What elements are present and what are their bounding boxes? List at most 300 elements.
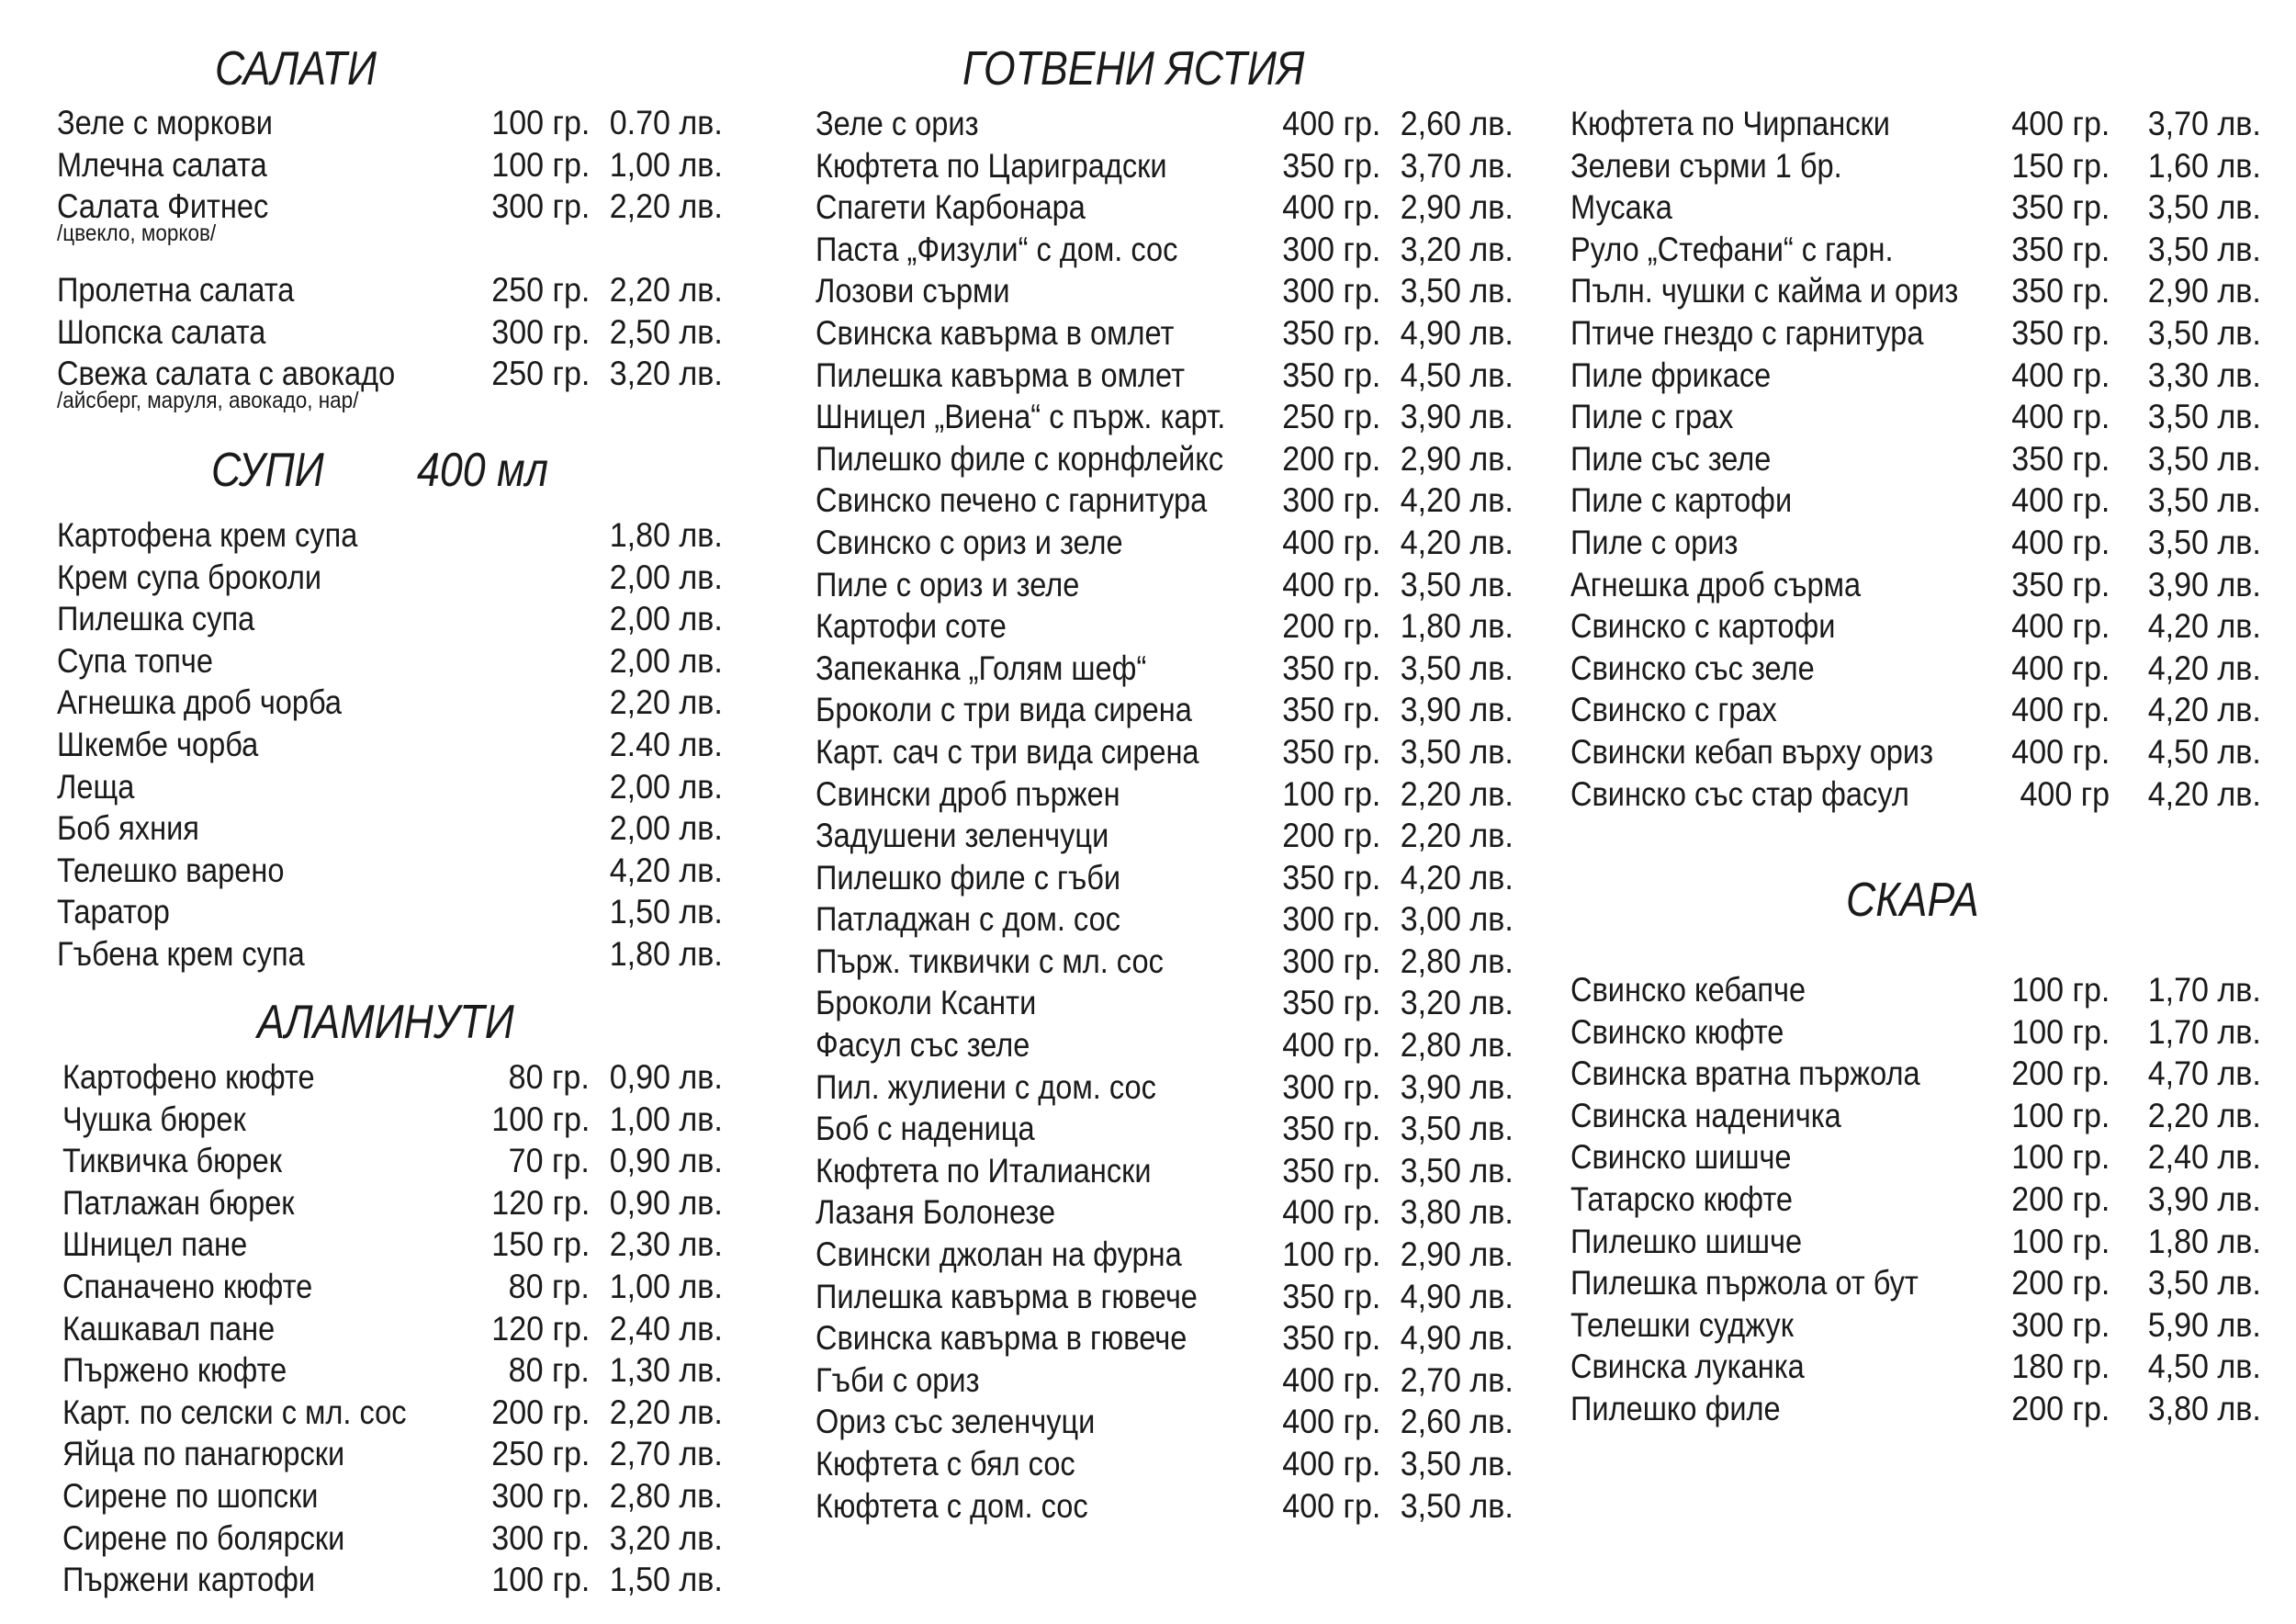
menu-item [62,1392,723,1434]
item-weight: 350 гр. [1281,858,1380,897]
item-weight: 100 гр. [490,1100,590,1138]
item-weight: 350 гр. [1281,984,1380,1022]
item-name: Картофи соте [816,607,1007,646]
item-price: 3,20 лв. [1400,984,1514,1022]
item-name: Агнешка дроб сърма [1570,565,1862,603]
menu-item [816,103,1514,145]
menu-item [1570,1179,2261,1221]
item-weight: 250 гр. [490,355,590,393]
item-name: Свински кебап върху ориз [1570,732,1934,771]
item-price: 2,60 лв. [1400,1403,1514,1441]
item-name: Кюфтета по Цариградски [816,146,1167,185]
item-price: 2,90 лв. [1400,188,1514,227]
item-weight: 400 гр. [1281,1026,1380,1065]
item-weight: 350 гр. [1281,313,1380,352]
menu-item [62,1475,723,1517]
menu-item [57,269,723,311]
item-price: 3,50 лв. [1400,732,1514,771]
item-price: 2,00 лв. [609,558,723,596]
item-name: Шопска салата [57,312,266,351]
item-weight: 350 гр. [1281,691,1380,729]
item-weight: 100 гр. [490,145,590,184]
item-weight: 100 гр. [490,104,590,141]
item-price: 3,70 лв. [2147,105,2261,142]
item-name: Птиче гнездо с гарнитура [1570,313,1924,352]
item-weight: 300 гр. [490,187,590,226]
item-name: Пилешко филе с корнфлейкс [816,439,1224,478]
item-weight: 300 гр. [490,1518,590,1557]
menu-item [1570,186,2261,229]
item-price: 2,20 лв. [609,271,723,310]
item-price: 3,50 лв. [2147,188,2261,227]
item-weight: 250 гр. [490,1435,590,1473]
menu-item [1570,355,2261,397]
menu-item [816,522,1514,564]
item-weight: 400 гр. [2010,355,2110,394]
menu-item [816,438,1514,480]
item-price: 4,20 лв. [609,851,723,889]
item-price: 5,90 лв. [2147,1305,2261,1344]
salads-heading: САЛАТИ [215,42,377,96]
item-weight: 80 гр. [508,1058,590,1096]
item-price: 1,80 лв. [2147,1222,2261,1260]
menu-item [816,355,1514,397]
item-name: Свинско кюфте [1570,1012,1784,1051]
item-name: Яйца по панагюрски [62,1435,345,1473]
menu-item [57,933,723,976]
item-name: Пил. жулиени с дом. сос [816,1067,1156,1106]
menu-item [57,891,723,933]
item-weight: 150 гр. [490,1225,590,1264]
item-name: Пилешко филе с гъби [816,858,1121,897]
menu-item [1570,145,2261,187]
menu-item [62,1099,723,1141]
item-weight: 400 гр. [2010,481,2110,520]
item-weight: 400 гр. [2010,607,2110,646]
item-price: 4,50 лв. [2147,1348,2261,1386]
item-name: Сирене по болярски [62,1518,345,1557]
item-weight: 300 гр. [1281,481,1380,520]
item-weight: 350 гр. [2010,313,2110,352]
item-price: 4,90 лв. [1400,1319,1514,1358]
item-name: Салата Фитнес [57,187,269,226]
menu-item [1570,312,2261,355]
menu-item [1570,479,2261,522]
item-name: Чушка бюрек [62,1100,246,1138]
cooked-list [816,103,1514,1527]
item-price: 0,90 лв. [609,1183,723,1222]
item-weight: 200 гр. [2010,1179,2110,1218]
item-weight: 300 гр. [1281,272,1380,310]
menu-item [57,557,723,599]
item-name: Гъби с ориз [816,1360,980,1399]
item-weight: 400 гр. [1281,1445,1380,1483]
item-price: 1,70 лв. [2147,1012,2261,1051]
menu-item [57,186,723,269]
item-weight: 350 гр. [2010,565,2110,603]
item-name: Пролетна салата [57,271,295,310]
item-price: 3,50 лв. [2147,230,2261,268]
item-price: 2,60 лв. [1400,105,1514,142]
item-price: 2,20 лв. [2147,1096,2261,1134]
item-weight: 120 гр. [490,1309,590,1348]
item-weight: 300 гр. [490,312,590,351]
item-name: Свинско със зеле [1570,648,1815,687]
item-price: 2,90 лв. [1400,439,1514,478]
cooked-heading: ГОТВЕНИ ЯСТИЯ [962,42,1305,96]
item-price: 3,90 лв. [2147,1179,2261,1218]
item-name: Свинско шишче [1570,1138,1792,1177]
item-name: Пиле с ориз и зеле [816,565,1080,603]
item-name: Зеле с ориз [816,105,979,142]
item-name: Патлажан бюрек [62,1183,295,1222]
item-name: Гъбена крем супа [57,934,305,973]
item-weight: 350 гр. [2010,188,2110,227]
menu-item [816,145,1514,187]
item-weight: 100 гр. [2010,1138,2110,1177]
item-price: 4,90 лв. [1400,1277,1514,1315]
item-price: 3,20 лв. [609,355,723,393]
menu-item [1570,1346,2261,1388]
item-weight: 400 гр. [2010,105,2110,142]
menu-item [57,353,723,436]
item-name: Пилешка пържола от бут [1570,1264,1919,1303]
menu-item [816,941,1514,983]
item-price: 2,50 лв. [609,312,723,351]
item-weight: 70 гр. [508,1142,590,1180]
item-price: 2,40 лв. [609,1309,723,1348]
item-price: 4,50 лв. [1400,355,1514,394]
menu-item [816,1276,1514,1318]
item-name: Зеле с моркови [57,104,273,141]
item-name: Свинско с ориз и зеле [816,523,1123,561]
item-weight: 100 гр. [2010,1096,2110,1134]
menu-item [1570,438,2261,480]
menu-item [816,1317,1514,1359]
menu-item [57,766,723,808]
item-name: Свинско кебапче [1570,971,1806,1009]
item-name: Пълн. чушки с кайма и ориз [1570,272,1959,310]
menu-item [57,102,723,144]
item-name: Пържено кюфте [62,1351,287,1390]
item-price: 3,50 лв. [1400,1445,1514,1483]
menu-item [816,689,1514,731]
menu-item [816,1191,1514,1234]
item-price: 3,90 лв. [1400,398,1514,436]
item-price: 2,80 лв. [1400,942,1514,980]
item-price: 2,00 лв. [609,600,723,638]
menu-item [816,1443,1514,1485]
menu-item [1570,1262,2261,1304]
item-price: 3,30 лв. [2147,355,2261,394]
item-price: 2,90 лв. [1400,1235,1514,1274]
item-weight: 400 гр. [1281,188,1380,227]
item-name: Пилешка супа [57,600,255,638]
item-name: Пилешко шишче [1570,1222,1803,1260]
item-weight: 350 гр. [1281,1151,1380,1190]
item-name: Мусака [1570,188,1672,227]
menu-item [62,1182,723,1224]
item-note: /цвекло, морков/ [57,220,217,247]
item-name: Пиле с картофи [1570,481,1793,520]
item-price: 4,70 лв. [2147,1054,2261,1093]
menu-item [1570,1011,2261,1054]
item-name: Сирене по шопски [62,1476,319,1515]
item-price: 3,50 лв. [1400,648,1514,687]
item-weight: 400 гр. [1281,1403,1380,1441]
item-weight: 400 гр. [1281,565,1380,603]
item-price: 3,50 лв. [2147,439,2261,478]
item-name: Кюфтета по Чирпански [1570,105,1890,142]
item-price: 3,50 лв. [1400,1110,1514,1148]
item-name: Свински дроб пържен [816,774,1120,813]
item-name: Кашкавал пане [62,1309,276,1348]
alaminuti-list [62,1056,723,1601]
item-weight: 80 гр. [508,1351,590,1390]
item-name: Паста „Физули“ с дом. сос [816,230,1178,268]
item-weight: 400 гр. [2010,398,2110,436]
item-price: 1,50 лв. [609,1561,723,1599]
item-name: Таратор [57,893,170,931]
item-weight: 250 гр. [1281,398,1380,436]
item-price: 0,90 лв. [609,1058,723,1096]
item-weight: 200 гр. [1281,817,1380,855]
item-weight: 250 гр. [490,271,590,310]
item-weight: 100 гр. [2010,1012,2110,1051]
item-name: Кюфтета с дом. сос [816,1486,1088,1525]
item-weight: 80 гр. [508,1267,590,1305]
item-name: Руло „Стефани“ с гарн. [1570,230,1894,268]
item-weight: 350 гр. [1281,732,1380,771]
menu-item [816,857,1514,899]
item-price: 2,40 лв. [2147,1138,2261,1177]
item-name: Зелеви сърми 1 бр. [1570,146,1842,185]
item-price: 0,90 лв. [609,1142,723,1180]
item-price: 3,90 лв. [1400,691,1514,729]
item-weight: 200 гр. [2010,1054,2110,1093]
item-name: Картофена крем супа [57,516,358,554]
item-weight: 350 гр. [2010,439,2110,478]
item-weight: 400 гр. [2010,648,2110,687]
menu-item [62,1559,723,1601]
menu-item [1570,1388,2261,1430]
menu-item [62,1349,723,1392]
menu-item [1570,605,2261,648]
salads-list [57,102,723,436]
item-price: 1,80 лв. [1400,607,1514,646]
item-weight: 100 гр. [2010,971,2110,1009]
item-price: 2,20 лв. [609,187,723,226]
item-name: Свинска вратна пържола [1570,1054,1920,1093]
menu-item [816,479,1514,522]
item-weight: 100 гр. [1281,1235,1380,1274]
item-price: 4,20 лв. [1400,481,1514,520]
menu-item [1570,1136,2261,1179]
item-weight: 350 гр. [1281,1277,1380,1315]
menu-item [816,815,1514,857]
menu-item [816,648,1514,690]
item-price: 2,20 лв. [1400,817,1514,855]
item-name: Пърж. тиквички с мл. сос [816,942,1164,980]
item-price: 4,90 лв. [1400,313,1514,352]
item-price: 3,50 лв. [1400,1486,1514,1525]
item-weight: 400 гр. [2010,732,2110,771]
item-weight: 100 гр. [2010,1222,2110,1260]
item-name: Пиле фрикасе [1570,355,1772,394]
item-weight: 400 гр. [1281,1360,1380,1399]
item-name: Лозови сърми [816,272,1010,310]
item-price: 3,50 лв. [2147,481,2261,520]
soups-unit-label: 400 мл [417,444,548,497]
item-name: Карт. сач с три вида сирена [816,732,1199,771]
item-name: Броколи Ксанти [816,984,1037,1022]
menu-item [57,598,723,640]
menu-item [816,186,1514,229]
menu-item [62,1224,723,1266]
item-weight: 180 гр. [2010,1348,2110,1386]
item-price: 1,50 лв. [609,893,723,931]
item-name: Телешко варено [57,851,285,889]
item-price: 4,20 лв. [2147,648,2261,687]
item-name: Пилешка кавърма в омлет [816,355,1185,394]
item-name: Спаначено кюфте [62,1267,313,1305]
item-price: 4,20 лв. [2147,691,2261,729]
menu-item [1570,1304,2261,1347]
item-price: 1,00 лв. [609,145,723,184]
item-price: 1,60 лв. [2147,146,2261,185]
item-name: Шницел пане [62,1225,248,1264]
item-price: 3,80 лв. [1400,1193,1514,1232]
item-name: Свинско печено с гарнитура [816,481,1208,520]
item-price: 3,50 лв. [2147,1264,2261,1303]
item-price: 4,50 лв. [2147,732,2261,771]
menu-item [1570,648,2261,690]
cooked-more-list [1570,103,2261,815]
menu-item [57,850,723,892]
item-weight: 300 гр. [1281,942,1380,980]
menu-item [816,1024,1514,1066]
item-price: 2,70 лв. [1400,1360,1514,1399]
menu-item [816,396,1514,438]
item-price: 2,30 лв. [609,1225,723,1264]
item-weight: 200 гр. [490,1393,590,1431]
item-price: 1,00 лв. [609,1100,723,1138]
item-price: 2,00 лв. [609,641,723,680]
item-price: 2,80 лв. [609,1476,723,1515]
item-price: 4,20 лв. [1400,858,1514,897]
item-weight: 200 гр. [2010,1264,2110,1303]
item-price: 3,70 лв. [1400,146,1514,185]
item-weight: 350 гр. [1281,648,1380,687]
menu-item [57,144,723,186]
item-price: 3,00 лв. [1400,900,1514,939]
item-name: Пилешка кавърма в гювече [816,1277,1198,1315]
item-name: Ориз със зеленчуци [816,1403,1096,1441]
item-price: 2,00 лв. [609,809,723,848]
item-price: 2,90 лв. [2147,272,2261,310]
menu-item [1570,103,2261,145]
item-weight: 350 гр. [1281,1110,1380,1148]
item-price: 3,50 лв. [1400,272,1514,310]
menu-item [1570,396,2261,438]
item-name: Кюфтета с бял сос [816,1445,1075,1483]
item-price: 1,00 лв. [609,1267,723,1305]
item-price: 3,90 лв. [2147,565,2261,603]
item-price: 2,20 лв. [1400,774,1514,813]
menu-item [57,682,723,724]
item-price: 3,50 лв. [2147,398,2261,436]
item-price: 1,30 лв. [609,1351,723,1390]
item-weight: 300 гр. [1281,900,1380,939]
item-price: 4,20 лв. [2147,774,2261,813]
menu-item [57,724,723,766]
item-price: 2,70 лв. [609,1435,723,1473]
item-price: 2,20 лв. [609,683,723,722]
item-note: /айсберг, маруля, авокадо, нар/ [57,388,359,414]
item-weight: 400 гр. [1281,1193,1380,1232]
item-price: 3,90 лв. [1400,1067,1514,1106]
item-name: Карт. по селски с мл. сос [62,1393,407,1431]
item-name: Крем супа броколи [57,558,322,596]
item-name: Тиквичка бюрек [62,1142,282,1180]
item-name: Свинско със стар фасул [1570,774,1909,813]
menu-item [816,312,1514,355]
item-weight: 150 гр. [2010,146,2110,185]
menu-item [1570,564,2261,606]
grill-heading: СКАРА [1846,874,1979,927]
item-price: 2.40 лв. [609,725,723,763]
item-name: Пиле със зеле [1570,439,1772,478]
item-price: 3,20 лв. [1400,230,1514,268]
grill-list [1570,969,2261,1430]
item-weight: 120 гр. [490,1183,590,1222]
menu-item [1570,1221,2261,1263]
item-name: Задушени зеленчуци [816,817,1109,855]
item-price: 3,20 лв. [609,1518,723,1557]
item-price: 2,00 лв. [609,767,723,806]
menu-item [816,1066,1514,1109]
item-name: Свинска луканка [1570,1348,1805,1386]
item-price: 1,70 лв. [2147,971,2261,1009]
item-name: Свинско с грах [1570,691,1777,729]
item-name: Свински джолан на фурна [816,1235,1182,1274]
item-name: Свинска кавърма в гювече [816,1319,1187,1358]
item-name: Боб с наденица [816,1110,1035,1148]
item-weight: 400 гр. [1281,105,1380,142]
item-weight: 350 гр. [1281,1319,1380,1358]
menu-item [816,1108,1514,1150]
item-weight: 400 гр. [1281,523,1380,561]
item-name: Пиле с ориз [1570,523,1739,561]
item-weight: 350 гр. [2010,230,2110,268]
item-name: Агнешка дроб чорба [57,683,343,722]
item-name: Лазаня Болонезе [816,1193,1056,1232]
item-price: 1,80 лв. [609,934,723,973]
item-name: Свинско с картофи [1570,607,1836,646]
menu-item [816,1234,1514,1276]
menu-item [1570,731,2261,773]
menu-item [1570,773,2261,816]
menu-item [816,564,1514,606]
item-name: Свежа салата с авокадо [57,355,396,393]
item-price: 1,80 лв. [609,516,723,554]
item-weight: 400 гр. [2010,523,2110,561]
item-price: 3,50 лв. [1400,565,1514,603]
menu-item [62,1266,723,1308]
item-price: 3,50 лв. [1400,1151,1514,1190]
item-name: Леща [57,767,135,806]
item-weight: 300 гр. [2010,1305,2110,1344]
